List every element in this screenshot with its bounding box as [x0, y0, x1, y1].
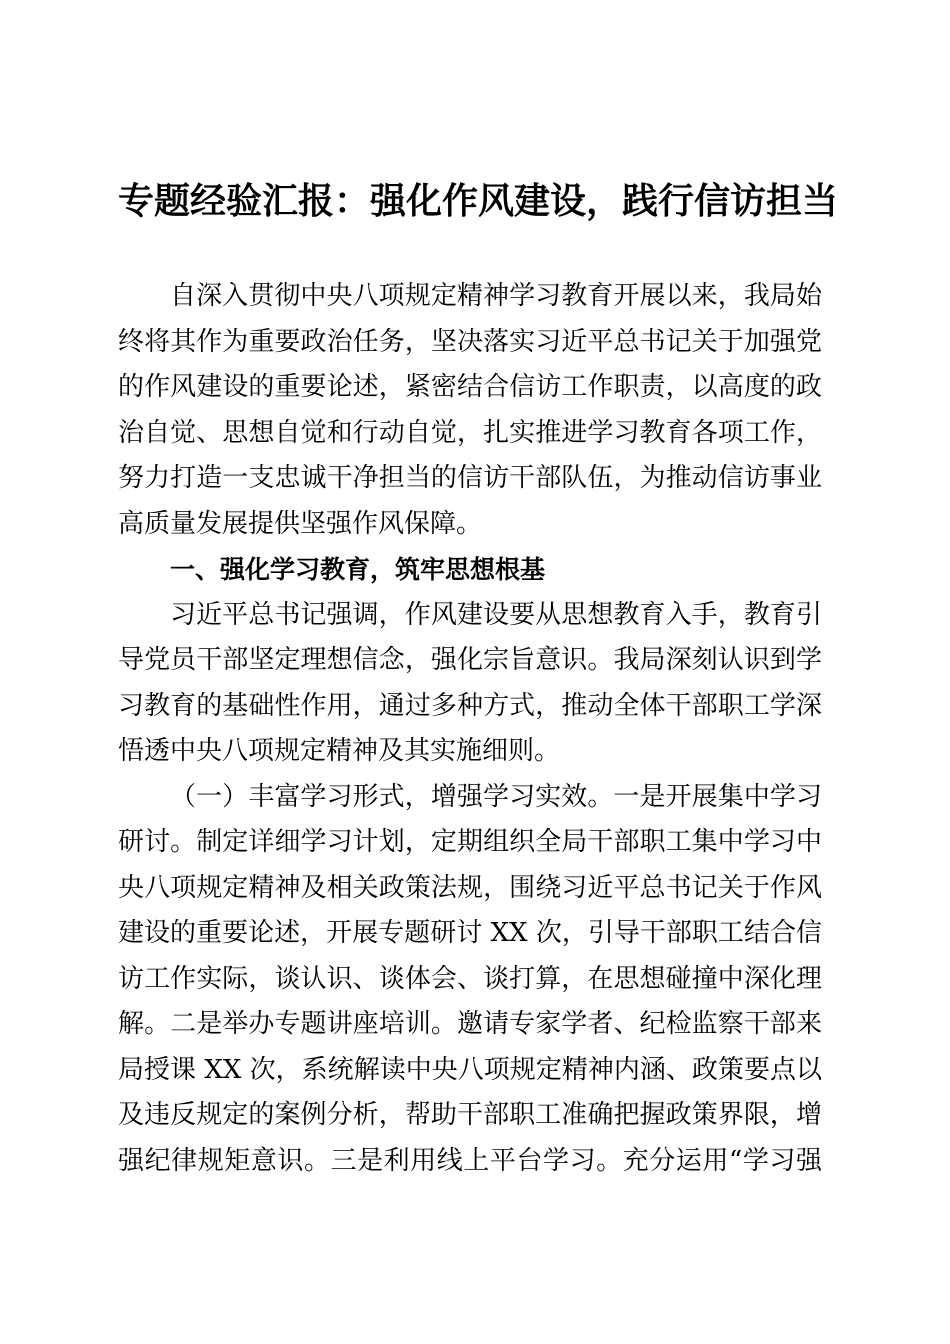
paragraph-line: 导党员干部坚定理想信念，强化宗旨意识。我局深刻认识到学 — [118, 645, 822, 675]
paragraph-line: 悟透中央八项规定精神及其实施细则。 — [118, 736, 561, 766]
paragraph-line: 建设的重要论述，开展专题研讨 XX 次，引导干部职工结合信 — [118, 918, 822, 948]
paragraph-line: 努力打造一支忠诚干净担当的信访干部队伍，为推动信访事业 — [118, 463, 822, 493]
section-heading: 一、强化学习教育，筑牢思想根基 — [170, 555, 546, 584]
paragraph-line: （一）丰富学习形式，增强学习实效。一是开展集中学习 — [170, 781, 822, 812]
paragraph-line: 央八项规定精神及相关政策法规，围绕习近平总书记关于作风 — [118, 872, 822, 903]
paragraph-line: 自深入贯彻中央八项规定精神学习教育开展以来，我局始 — [170, 281, 822, 311]
paragraph-line: 高质量发展提供坚强作风保障。 — [118, 508, 483, 539]
paragraph-line: 强纪律规矩意识。三是利用线上平台学习。充分运用“学习强 — [118, 1145, 822, 1176]
paragraph-line: 治自觉、思想自觉和行动自觉，扎实推进学习教育各项工作， — [118, 417, 822, 448]
paragraph-line: 习近平总书记强调，作风建设要从思想教育入手，教育引 — [170, 599, 822, 630]
paragraph-line: 及违反规定的案例分析，帮助干部职工准确把握政策界限，增 — [118, 1100, 822, 1130]
paragraph-line: 局授课 XX 次，系统解读中央八项规定精神内涵、政策要点以 — [118, 1054, 822, 1085]
paragraph-line: 访工作实际，谈认识、谈体会、谈打算，在思想碰撞中深化理 — [118, 963, 822, 994]
paragraph-line: 终将其作为重要政治任务，坚决落实习近平总书记关于加强党 — [118, 326, 822, 357]
paragraph-line: 研讨。制定详细学习计划，定期组织全局干部职工集中学习中 — [118, 827, 822, 857]
document-title: 专题经验汇报：强化作风建设，践行信访担当 — [118, 180, 839, 222]
paragraph-line: 习教育的基础性作用，通过多种方式，推动全体干部职工学深 — [118, 690, 822, 721]
paragraph-line: 解。二是举办专题讲座培训。邀请专家学者、纪检监察干部来 — [118, 1009, 822, 1039]
paragraph-line: 的作风建设的重要论述，紧密结合信访工作职责，以高度的政 — [118, 372, 822, 402]
document-body — [118, 274, 822, 1184]
